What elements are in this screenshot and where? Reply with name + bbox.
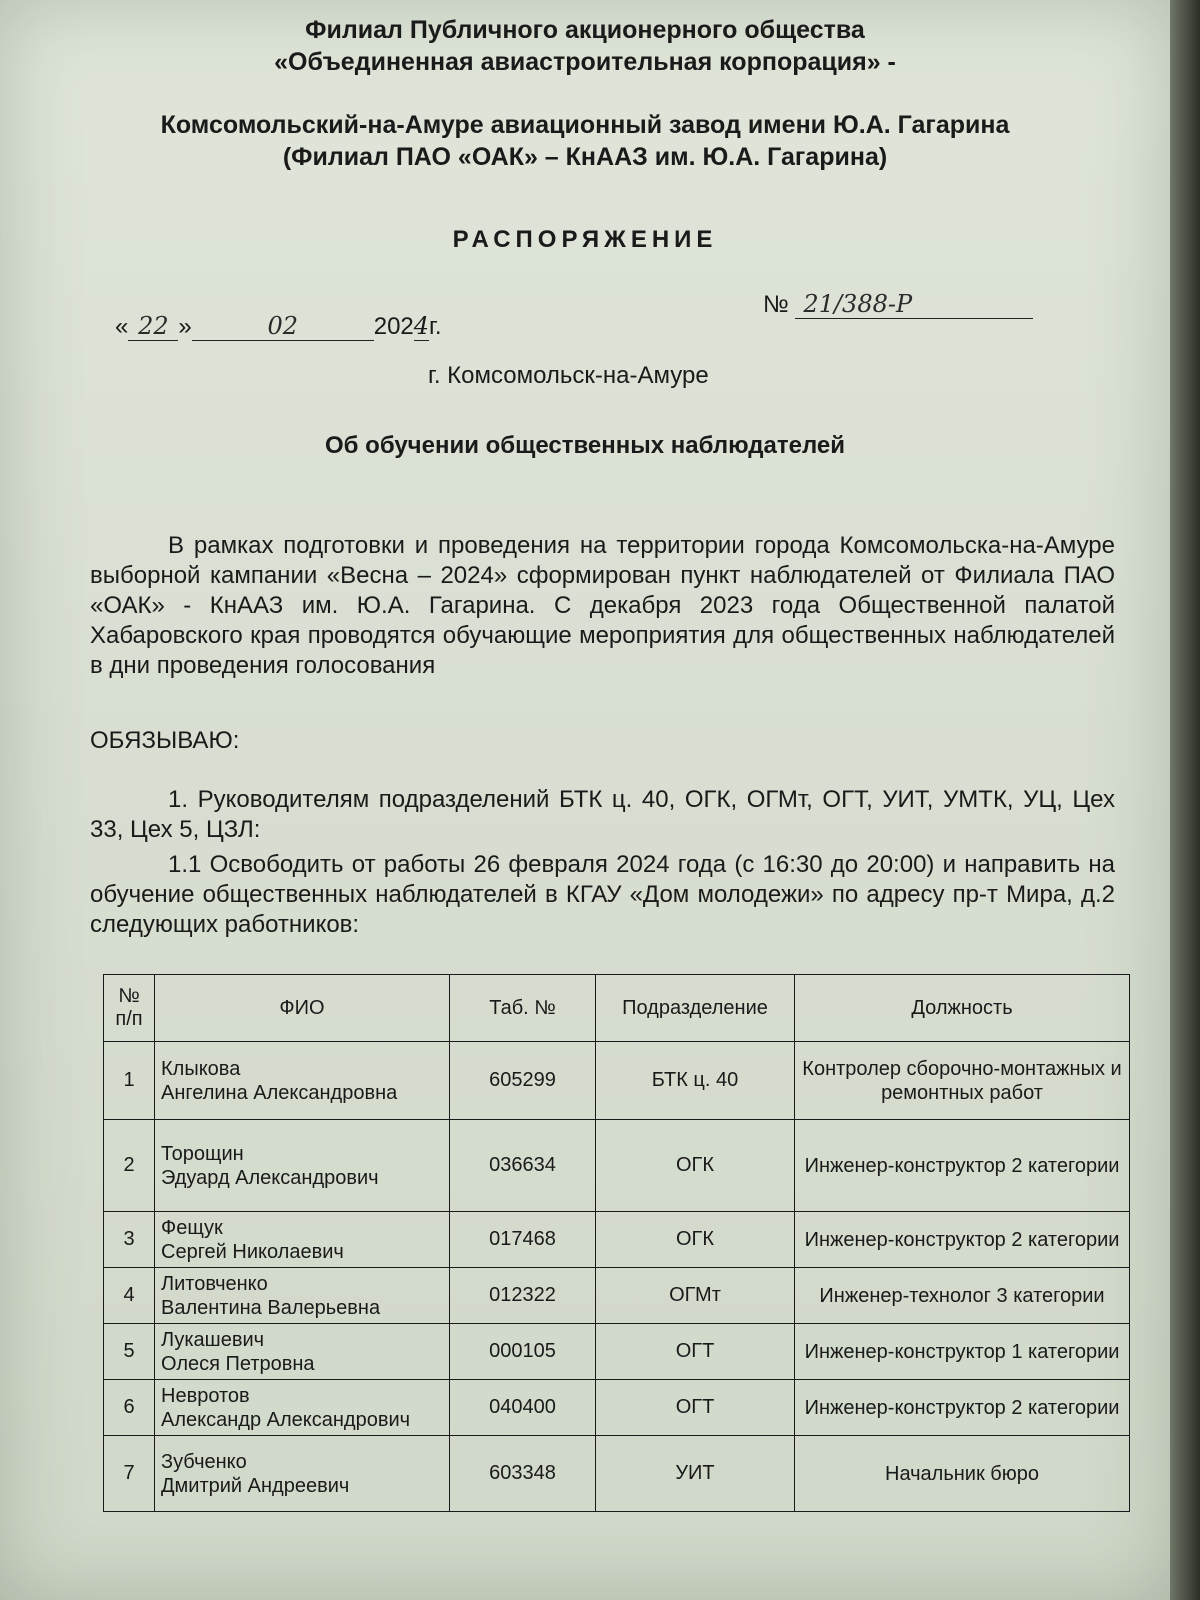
col-header-dept: Подразделение (596, 975, 795, 1042)
row-num: 1 (104, 1042, 155, 1120)
row-department: БТК ц. 40 (596, 1042, 795, 1120)
row-tab-number: 040400 (450, 1380, 596, 1436)
row-tab-number: 012322 (450, 1268, 596, 1324)
row-given-names: Олеся Петровна (161, 1352, 315, 1375)
table-row (104, 1268, 1130, 1324)
row-fio (155, 1120, 450, 1212)
document-city: г. Комсомольск-на-Амуре (428, 362, 709, 389)
col-header-num: № п/п (104, 975, 155, 1042)
row-department: ОГК (596, 1120, 795, 1212)
date-open-quote: « (115, 313, 129, 340)
row-surname: Зубченко (161, 1450, 247, 1473)
col-header-pos: Должность (795, 975, 1130, 1042)
intro-paragraph: В рамках подготовки и проведения на территории города Комсомольска-на-Амуре выборной кампании «Весна – 2024» сформирован пункт наблюдателей от Филиала ПАО «ОАК» - КнААЗ им. Ю.А. Гагарина. С декабря 2023 года Общественной палатой Хабаровского края проводятся обучающие мероприятия для общественных наблюдателей в дни проведения голосования (90, 532, 1115, 679)
number-value: 21/388-Р (795, 290, 1033, 319)
row-num: 6 (104, 1380, 155, 1436)
row-tab-number: 017468 (450, 1212, 596, 1268)
row-num: 3 (104, 1212, 155, 1268)
row-position: Инженер-конструктор 2 категории (795, 1120, 1130, 1212)
organization-header (0, 14, 1170, 78)
row-fio (155, 1042, 450, 1120)
table-row (104, 1324, 1130, 1380)
row-surname: Литовченко (161, 1272, 268, 1295)
org-line-2: «Объединенная авиастроительная корпорация» - (274, 48, 896, 76)
number-label: № (763, 291, 789, 318)
row-given-names: Эдуард Александрович (161, 1166, 379, 1189)
row-tab-number: 000105 (450, 1324, 596, 1380)
date-day: 22 (128, 312, 178, 341)
background-edge (1170, 0, 1200, 1600)
col-header-fio: ФИО (155, 975, 450, 1042)
row-given-names: Валентина Валерьевна (161, 1296, 381, 1319)
row-surname: Невротов (161, 1384, 250, 1407)
row-tab-number: 603348 (450, 1436, 596, 1512)
row-position: Инженер-конструктор 1 категории (795, 1324, 1130, 1380)
row-fio (155, 1268, 450, 1324)
date-year-prefix: 202 (373, 313, 414, 340)
row-surname: Лукашевич (161, 1328, 265, 1351)
row-tab-number: 036634 (450, 1120, 596, 1212)
table-row (104, 1436, 1130, 1512)
org-line-1: Филиал Публичного акционерного общества (305, 16, 865, 44)
row-fio (155, 1380, 450, 1436)
obliged-heading: ОБЯЗЫВАЮ: (90, 727, 240, 754)
row-given-names: Дмитрий Андреевич (161, 1474, 350, 1497)
row-fio (155, 1212, 450, 1268)
col-header-tab: Таб. № (450, 975, 596, 1042)
row-position: Контролер сборочно-монтажных и ремонтных работ (795, 1042, 1130, 1120)
row-given-names: Ангелина Александровна (161, 1081, 398, 1104)
row-position: Инженер-технолог 3 категории (795, 1268, 1130, 1324)
table-row (104, 1120, 1130, 1212)
row-num: 7 (104, 1436, 155, 1512)
date-close-quote: » (178, 313, 192, 340)
document-number (763, 290, 1033, 319)
row-department: ОГМт (596, 1268, 795, 1324)
row-surname: Торощин (161, 1142, 244, 1165)
row-surname: Клыкова (161, 1057, 241, 1080)
table-row (104, 1212, 1130, 1268)
document-type-title: РАСПОРЯЖЕНИЕ (452, 226, 718, 253)
plant-line-2: (Филиал ПАО «ОАК» – КнААЗ им. Ю.А. Гагарина) (282, 143, 888, 171)
date-year-suffix: г. (429, 313, 442, 340)
row-position: Инженер-конструктор 2 категории (795, 1212, 1130, 1268)
row-fio (155, 1324, 450, 1380)
row-given-names: Александр Александрович (161, 1408, 411, 1431)
row-given-names: Сергей Николаевич (161, 1240, 344, 1263)
row-num: 5 (104, 1324, 155, 1380)
row-position: Инженер-конструктор 2 категории (795, 1380, 1130, 1436)
row-department: ОГТ (596, 1324, 795, 1380)
row-department: ОГК (596, 1212, 795, 1268)
table-header-row (104, 975, 1130, 1042)
row-num: 2 (104, 1120, 155, 1212)
table-row (104, 1380, 1130, 1436)
plant-header (0, 109, 1170, 173)
plant-line-1: Комсомольский-на-Амуре авиационный завод имени Ю.А. Гагарина (160, 111, 1010, 139)
row-department: ОГТ (596, 1380, 795, 1436)
row-surname: Фещук (161, 1216, 223, 1239)
row-position: Начальник бюро (795, 1436, 1130, 1512)
row-num: 4 (104, 1268, 155, 1324)
table-row (104, 1042, 1130, 1120)
staff-table (103, 974, 1130, 1512)
row-fio (155, 1436, 450, 1512)
item-1: 1. Руководителям подразделений БТК ц. 40, ОГК, ОГМт, ОГТ, УИТ, УМТК, УЦ, Цех 33, Цех 5, ЦЗЛ: (90, 786, 1115, 843)
item-1-1: 1.1 Освободить от работы 26 февраля 2024 года (с 16:30 до 20:00) и направить на обучение общественных наблюдателей в КГАУ «Дом молодежи» по адресу пр-т Мира, д.2 следующих работников: (90, 851, 1115, 938)
row-tab-number: 605299 (450, 1042, 596, 1120)
date-year-digit: 4 (413, 312, 430, 340)
document-subject: Об обучении общественных наблюдателей (325, 432, 845, 459)
document-date (115, 312, 442, 341)
date-month: 02 (192, 312, 374, 341)
row-department: УИТ (596, 1436, 795, 1512)
